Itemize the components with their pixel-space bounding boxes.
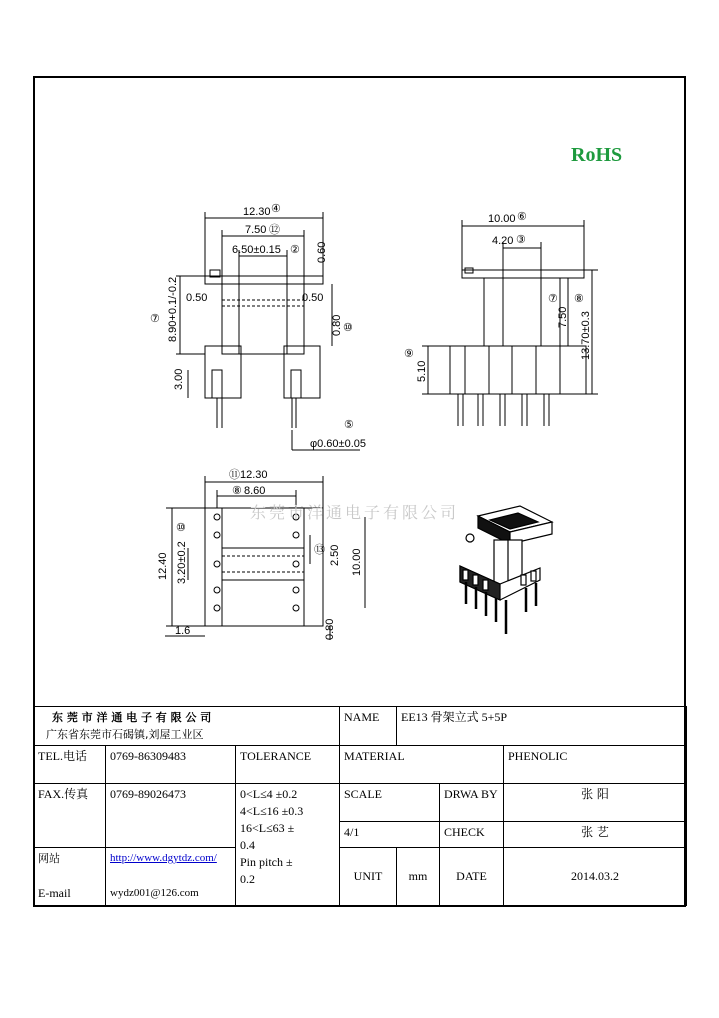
tolerance-line-2: 4<L≤16 ±0.3 [240, 804, 304, 818]
dim-front-t-top: 0.60 [316, 241, 328, 263]
dim-front-flange-left: 0.50 [186, 292, 208, 304]
marker-5: ⑩ [343, 322, 353, 334]
date-value: 2014.03.2 [504, 848, 687, 906]
marker-7: ⑥ [517, 211, 527, 223]
material-value: PHENOLIC [504, 746, 687, 784]
dim-front-mid-gap: 0.80 [331, 314, 343, 336]
dim-side-core: 4.20 [492, 235, 514, 247]
email-label: E-mail [38, 886, 71, 900]
dim-side-width: 10.00 [488, 213, 516, 225]
fax-value: 0769-89026473 [106, 784, 236, 848]
front-view-labels [150, 203, 366, 450]
marker-6: ⑤ [344, 419, 354, 431]
dim-front-pin-height: 3.00 [173, 368, 185, 390]
dim-bottom-pitch: 2.50 [329, 544, 341, 566]
dim-side-h-base: 5.10 [416, 360, 428, 382]
dim-bottom-h-mid: 3.20±0.2 [176, 541, 188, 584]
company-cell [34, 707, 340, 746]
marker-9: ⑦ [548, 293, 558, 305]
fax-label: FAX.传真 [34, 784, 106, 848]
marker-15: ⑬ [314, 544, 325, 556]
company-watermark: 东莞市洋通电子有限公司 [250, 503, 460, 522]
dim-bottom-offset: 1.6 [175, 625, 191, 637]
dim-bottom-h-side: 10.00 [351, 548, 363, 576]
marker-1: ④ [271, 203, 281, 215]
drawn-label: DRWA BY [440, 784, 504, 822]
email-value: wydz001@126.com [110, 887, 199, 899]
check-value: 张 艺 [504, 822, 687, 848]
material-label: MATERIAL [340, 746, 504, 784]
tolerance-line-3: 16<L≤63 ± [240, 821, 295, 835]
side-view-labels [404, 211, 592, 382]
dim-front-flange-right: 0.50 [302, 292, 324, 304]
unit-label: UNIT [340, 848, 397, 906]
tolerance-line-5: Pin pitch ± [240, 855, 293, 869]
marker-8: ③ [516, 234, 526, 246]
marker-10: ⑧ [574, 293, 584, 305]
bottom-view-labels [157, 468, 363, 640]
dim-bottom-w-inner: 8.60 [244, 485, 266, 497]
company-address: 广东省东莞市石碣镇,刘屋工业区 [46, 728, 204, 741]
marker-13: ⑧ [232, 485, 242, 497]
dim-front-height: 8.90+0.1/-0.2 [167, 276, 179, 342]
tel-label: TEL.电话 [34, 746, 106, 784]
dim-bottom-h-total: 12.40 [157, 552, 169, 580]
unit-value: mm [397, 848, 440, 906]
marker-4: ⑦ [150, 313, 160, 325]
marker-2: ⑫ [269, 224, 280, 236]
name-label: NAME [340, 707, 397, 746]
marker-11: ⑨ [404, 348, 414, 360]
marker-14: ⑩ [176, 522, 186, 534]
scale-label: SCALE [340, 784, 440, 822]
side-view [422, 220, 598, 426]
tolerance-line-6: 0.2 [240, 872, 255, 886]
tel-value: 0769-86309483 [106, 746, 236, 784]
web-label: 网站 [38, 852, 60, 865]
dim-front-w-inner: 7.50 [245, 224, 267, 236]
marker-12: ⑪ [229, 469, 240, 481]
date-label: DATE [440, 848, 504, 906]
dim-side-h-mid: 7.50 [557, 306, 569, 328]
drawn-value: 张 阳 [504, 784, 687, 822]
rohs-label: RoHS [571, 144, 623, 166]
dim-side-h-total: 13.70±0.3 [580, 311, 592, 360]
isometric-view [460, 506, 552, 634]
web-email-labels [34, 848, 106, 906]
scale-value: 4/1 [340, 822, 440, 848]
dim-bottom-bottom: 0.80 [324, 618, 336, 640]
tolerance-values [236, 784, 340, 906]
check-label: CHECK [440, 822, 504, 848]
company-name: 东 莞 市 洋 通 电 子 有 限 公 司 [52, 711, 212, 724]
name-value: EE13 骨架立式 5+5P [397, 707, 687, 746]
tolerance-line-1: 0<L≤4 ±0.2 [240, 787, 298, 801]
tolerance-label: TOLERANCE [236, 746, 340, 784]
marker-3: ② [290, 244, 300, 256]
web-email-values [106, 848, 236, 906]
dim-front-w-total: 12.30 [243, 206, 271, 218]
dim-bottom-w-total: 12.30 [240, 469, 268, 481]
dim-front-pin-dia: φ0.60±0.05 [310, 438, 366, 450]
dim-front-w-core: 6.50±0.15 [232, 244, 281, 256]
title-block [33, 706, 686, 907]
web-link[interactable]: http://www.dgytdz.com/ [110, 852, 217, 864]
tolerance-line-4: 0.4 [240, 838, 255, 852]
